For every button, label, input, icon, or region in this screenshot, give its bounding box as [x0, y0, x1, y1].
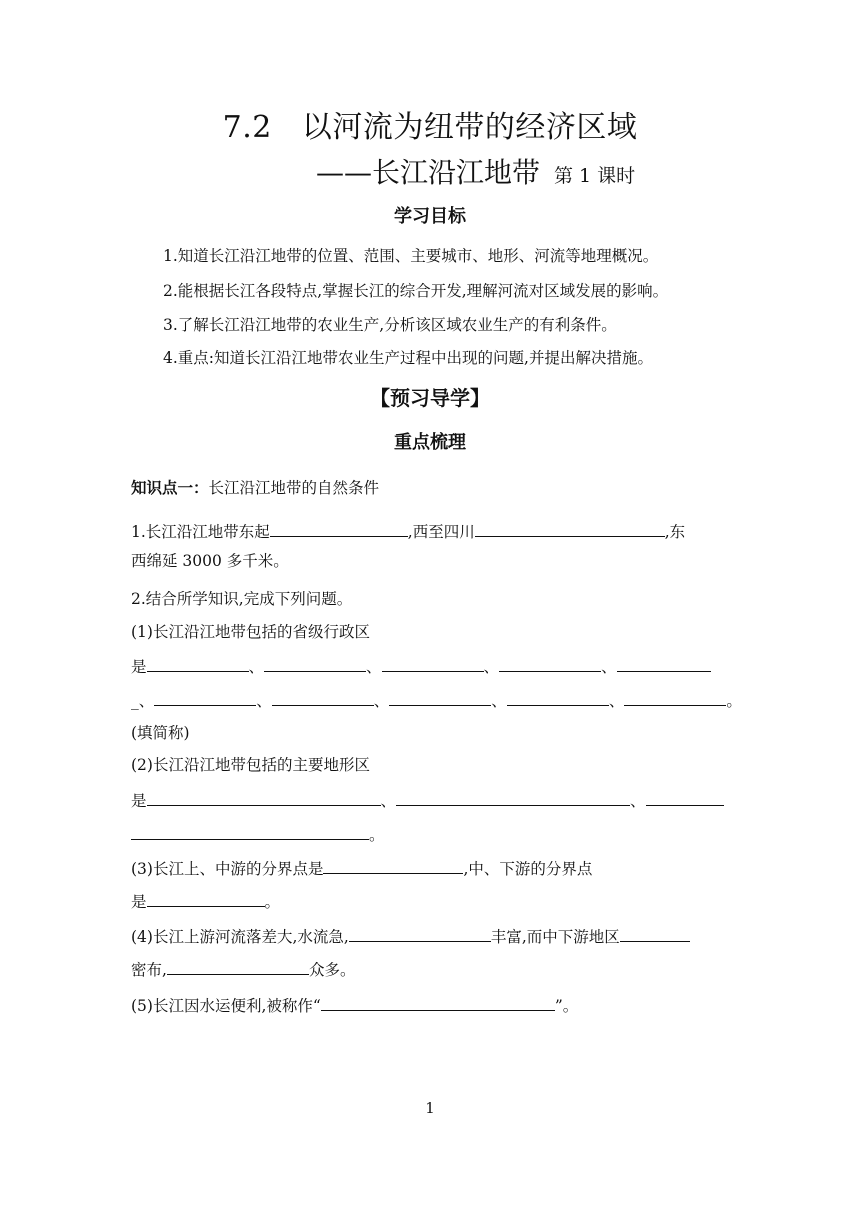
answer-blank-province-6[interactable] [154, 688, 256, 706]
goal-item-2: 2.能根据长江各段特点,掌握长江的综合开发,理解河流对区域发展的影响。 [163, 282, 669, 300]
separator: 。 [264, 893, 281, 911]
lesson-period: 第 1 课时 [554, 165, 636, 187]
answer-blank-province-10[interactable] [624, 688, 726, 706]
page-number: 1 [425, 1099, 435, 1117]
separator: 、 [138, 692, 155, 710]
question-text: ,东 [664, 523, 686, 541]
goals-heading: 学习目标 [394, 206, 466, 227]
answer-blank-province-9[interactable] [507, 688, 609, 706]
knowledge-point-label: 知识点一： [131, 479, 209, 497]
answer-blank-landform-3-cont[interactable] [131, 822, 369, 840]
question-2-3-line-1 [131, 856, 731, 880]
question-text: (5)长江因水运便利,被称作“ [131, 997, 321, 1015]
fill-note: (填简称) [131, 724, 190, 742]
answer-blank-west[interactable] [475, 519, 665, 537]
question-2-2: (2)长江沿江地带包括的主要地形区 [131, 756, 370, 774]
lesson-main-title: 以河流为纽带的经济区域 [301, 110, 638, 145]
question-2-5 [131, 993, 731, 1017]
question-text: 是 [131, 792, 147, 810]
question-2-4-line-1 [131, 924, 731, 948]
question-text: 众多。 [308, 961, 356, 979]
question-2-4-line-2 [131, 957, 731, 981]
question-2-2-blanks-row-1 [131, 788, 731, 812]
answer-blank-province-3[interactable] [382, 654, 484, 672]
preview-heading: 【预习导学】 [370, 386, 490, 410]
separator: 、 [630, 792, 646, 810]
separator: 。 [369, 826, 385, 844]
question-text: (4)长江上游河流落差大,水流急, [131, 928, 349, 946]
separator: 、 [256, 692, 272, 710]
question-text: (3)长江上、中游的分界点是 [131, 860, 324, 878]
answer-blank-east[interactable] [270, 519, 408, 537]
answer-blank-resource[interactable] [349, 924, 491, 942]
question-2-1-blanks-row-2 [131, 688, 742, 712]
answer-blank-upper-middle-boundary[interactable] [323, 856, 463, 874]
question-text: 密布, [131, 961, 167, 979]
answer-blank-province-2[interactable] [264, 654, 366, 672]
separator: 、 [491, 692, 507, 710]
answer-blank-landform-3[interactable] [646, 788, 724, 806]
goal-item-1: 1.知道长江沿江地带的位置、范围、主要城市、地形、河流等地理概况。 [163, 247, 659, 265]
question-text: ,西至四川 [407, 523, 475, 541]
question-1-line-2: 西绵延 3000 多千米。 [131, 552, 289, 570]
goal-item-4: 4.重点:知道长江沿江地带农业生产过程中出现的问题,并提出解决措施。 [163, 349, 653, 367]
question-text: _ [131, 692, 139, 710]
answer-blank-province-4[interactable] [499, 654, 601, 672]
question-2-1-blanks-row-1 [131, 654, 731, 678]
question-text: ,中、下游的分界点 [463, 860, 593, 878]
key-points-heading: 重点梳理 [394, 432, 466, 453]
separator: 、 [380, 792, 397, 810]
answer-blank-province-5[interactable] [617, 654, 711, 672]
lesson-number: 7.2 [222, 110, 272, 145]
lesson-subtitle [316, 154, 635, 195]
knowledge-point-text: 长江沿江地带的自然条件 [208, 479, 380, 497]
separator: 、 [373, 692, 390, 710]
separator: 、 [601, 658, 617, 676]
answer-blank-province-7[interactable] [272, 688, 374, 706]
question-text: 1.长江沿江地带东起 [131, 523, 270, 541]
answer-blank-province-1[interactable] [147, 654, 249, 672]
answer-blank-nickname[interactable] [321, 993, 555, 1011]
answer-blank-province-8[interactable] [389, 688, 491, 706]
answer-blank-numerous[interactable] [167, 957, 309, 975]
separator: 、 [483, 658, 500, 676]
question-2: 2.结合所学知识,完成下列问题。 [131, 590, 353, 608]
question-text: 是 [131, 658, 147, 676]
goal-item-3: 3.了解长江沿江地带的农业生产,分析该区域农业生产的有利条件。 [163, 316, 617, 334]
question-2-1: (1)长江沿江地带包括的省级行政区 [131, 623, 370, 641]
separator: 、 [608, 692, 625, 710]
answer-blank-landform-1[interactable] [147, 788, 381, 806]
separator: 、 [366, 658, 382, 676]
answer-blank-dense[interactable] [620, 924, 690, 942]
question-2-3-line-2 [131, 889, 731, 913]
lesson-subtitle-text: ——长江沿江地带 [316, 156, 541, 189]
question-2-2-blanks-row-2 [131, 822, 731, 846]
lesson-title [0, 108, 860, 148]
answer-blank-middle-lower-boundary[interactable] [147, 889, 265, 907]
question-text: ”。 [554, 997, 579, 1015]
knowledge-point-1 [131, 477, 379, 499]
answer-blank-landform-2[interactable] [396, 788, 630, 806]
question-1-line-1 [131, 519, 731, 543]
separator: 。 [726, 692, 742, 710]
question-text: 丰富,而中下游地区 [490, 928, 620, 946]
question-text: 是 [131, 893, 147, 911]
separator: 、 [248, 658, 265, 676]
